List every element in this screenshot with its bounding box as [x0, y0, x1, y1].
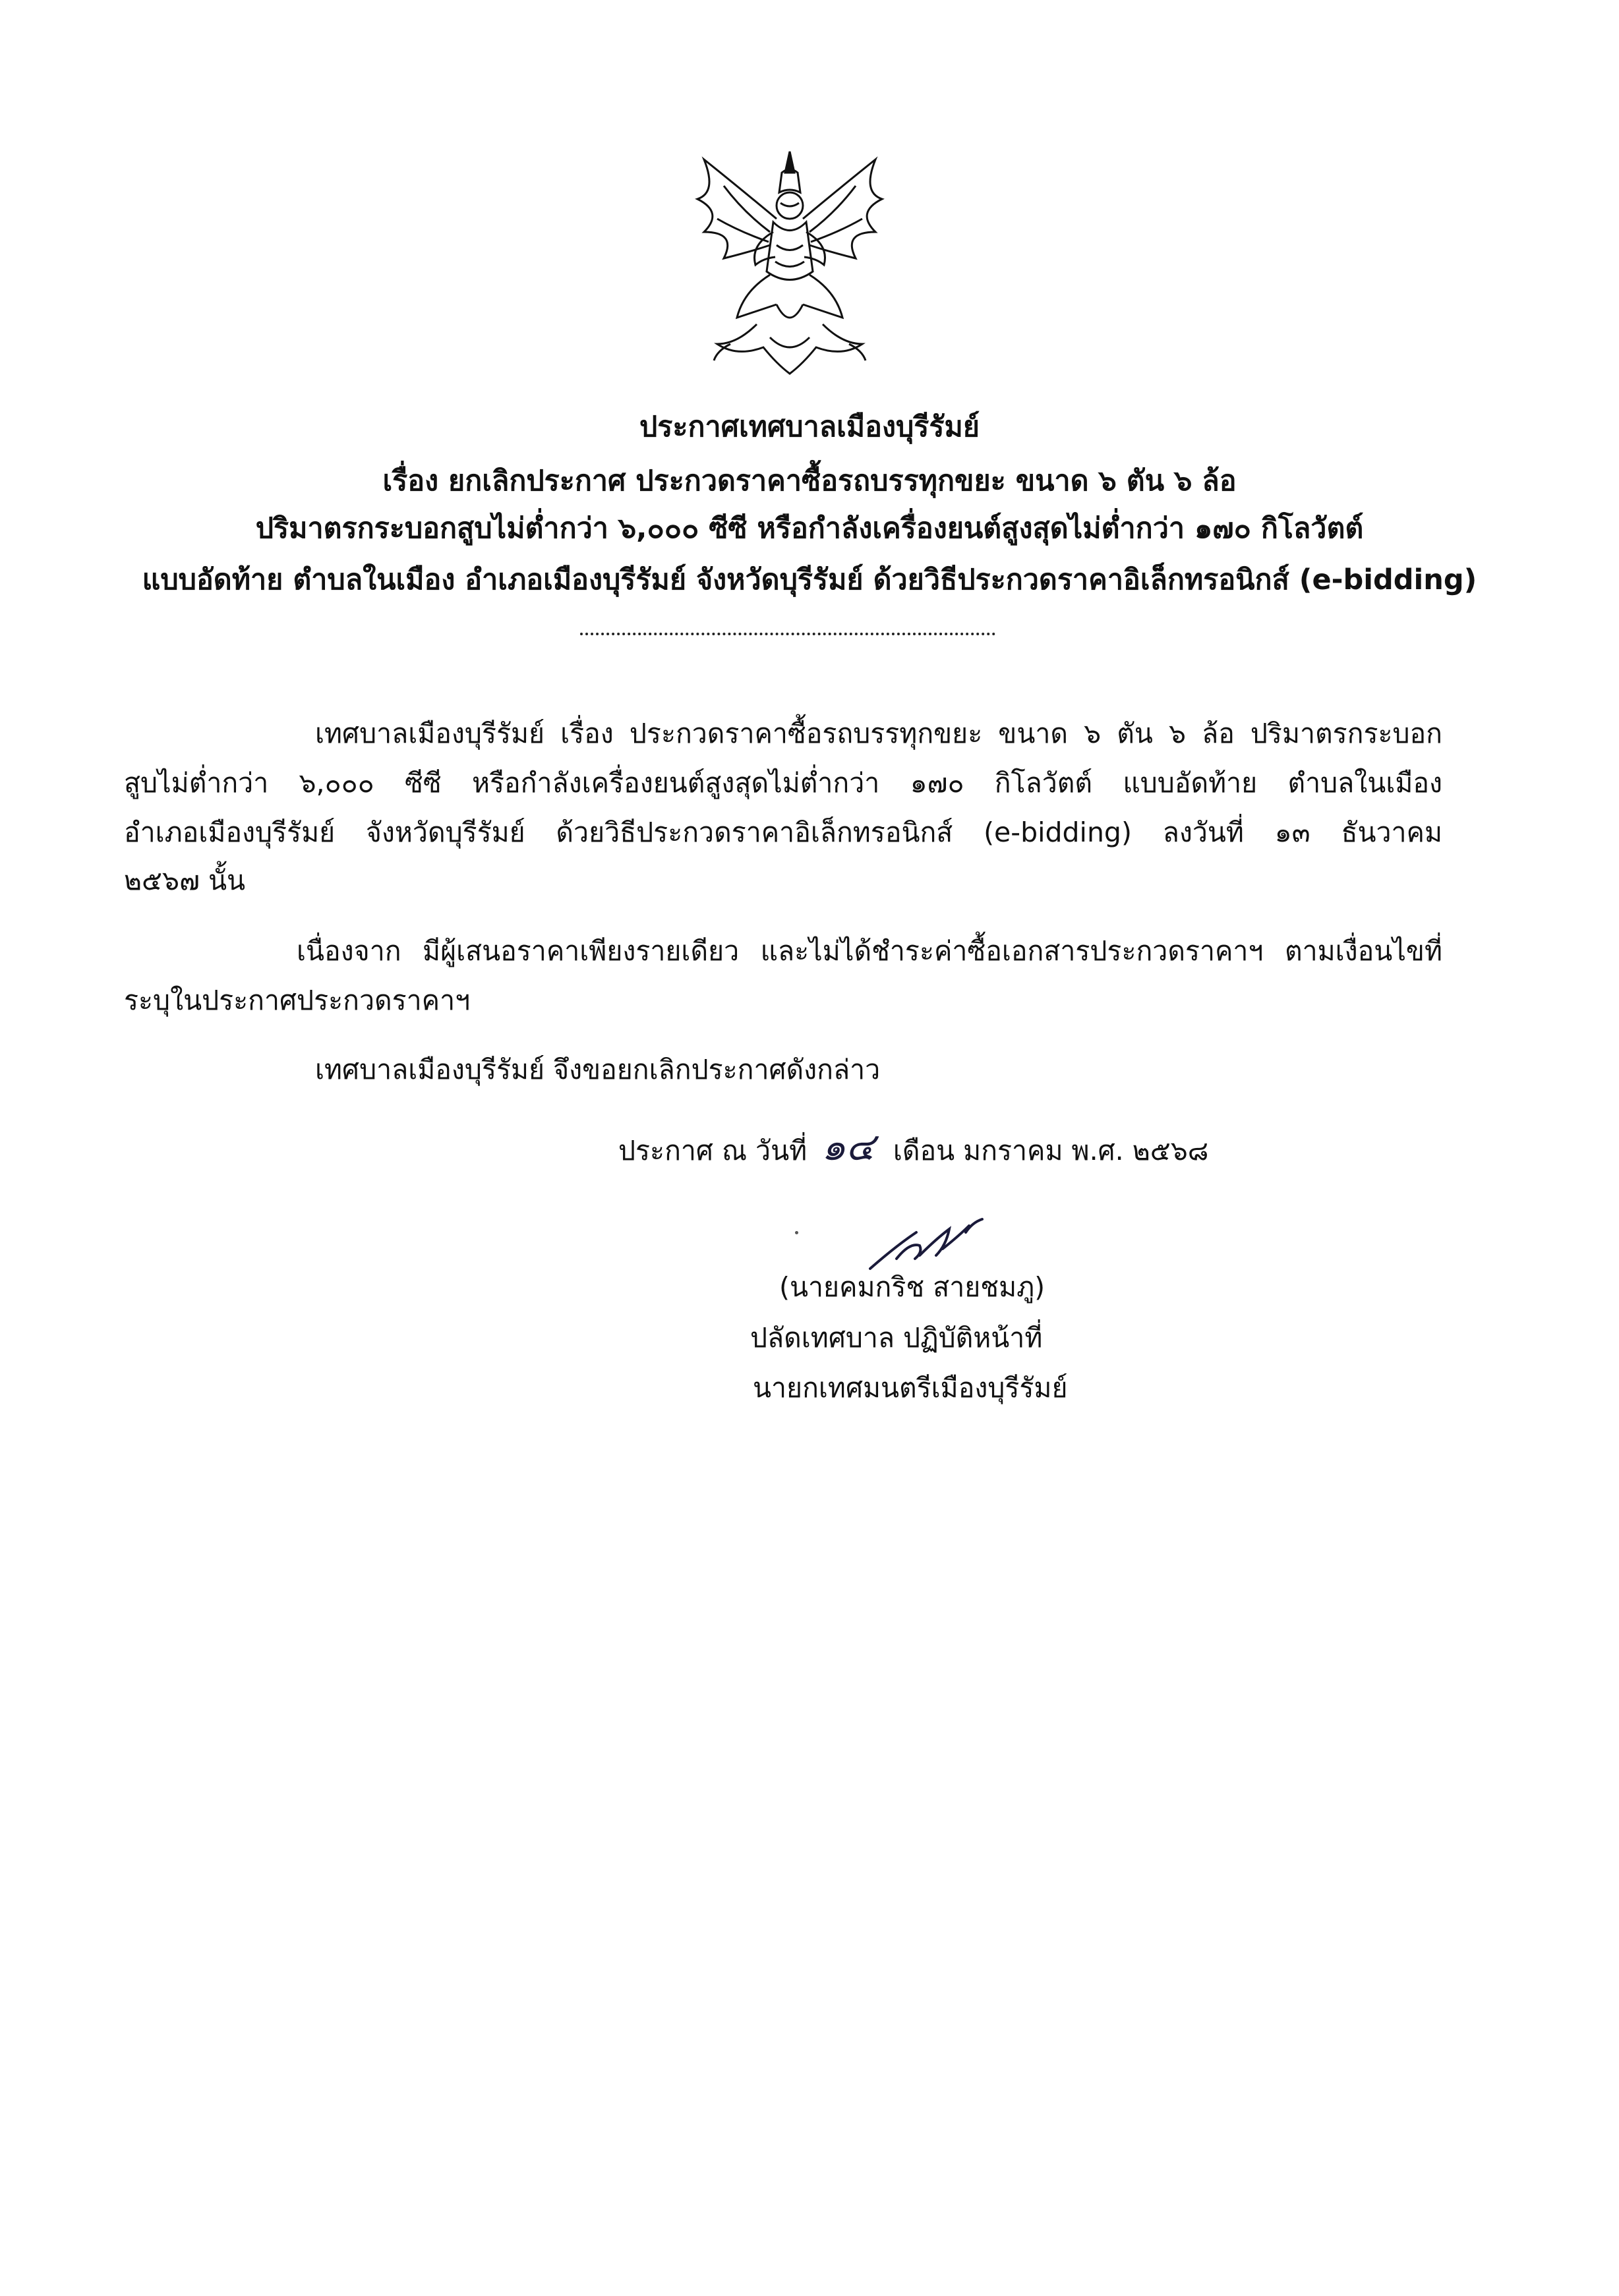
paragraph-3-line-1: เทศบาลเมืองบุรีรัมย์ จึงขอยกเลิกประกาศดังกล่าว — [315, 1054, 881, 1085]
announcement-subject-line-1: เรื่อง ยกเลิกประกาศ ประกวดราคาซื้อรถบรรทุกขยะ ขนาด ๖ ตัน ๖ ล้อ — [382, 465, 1237, 498]
garuda-emblem-icon — [678, 146, 902, 384]
date-suffix: เดือน มกราคม พ.ศ. ๒๕๖๘ — [893, 1135, 1209, 1166]
announcement-date — [618, 1124, 1209, 1169]
paragraph-1-line-4: ๒๕๖๗ นั้น — [124, 865, 245, 896]
signatory-name: (นายคมกริช สายชมภู) — [779, 1271, 1045, 1303]
announcement-subject-line-2: ปริมาตรกระบอกสูบไม่ต่ำกว่า ๖,๐๐๐ ซีซี หรือกำลังเครื่องยนต์สูงสุดไม่ต่ำกว่า ๑๗๐ กิโลวัตต์ — [255, 512, 1364, 545]
paragraph-2-line-2: ระบุในประกาศประกวดราคาฯ — [124, 985, 471, 1016]
date-day-handwritten: ๑๔ — [821, 1124, 875, 1169]
announcement-title: ประกาศเทศบาลเมืองบุรีรัมย์ — [639, 411, 980, 444]
paragraph-2-line-1: เนื่องจาก มีผู้เสนอราคาเพียงรายเดียว และไม่ได้ชำระค่าซื้อเอกสารประกวดราคาฯ ตามเงื่อนไขที่ — [297, 935, 1442, 967]
signatory-position-1: ปลัดเทศบาล ปฏิบัติหน้าที่ — [750, 1322, 1043, 1354]
announcement-subject-line-3: แบบอัดท้าย ตำบลในเมือง อำเภอเมืองบุรีรัมย์ จังหวัดบุรีรัมย์ ด้วยวิธีประกวดราคาอิเล็กทรอนิกส์ (e-bidding) — [142, 563, 1477, 596]
paragraph-1-line-2: สูบไม่ต่ำกว่า ๖,๐๐๐ ซีซี หรือกำลังเครื่องยนต์สูงสุดไม่ต่ำกว่า ๑๗๐ กิโลวัตต์ แบบอัดท้าย ตำบลในเมือง — [124, 767, 1442, 799]
dotted-separator — [580, 633, 995, 635]
date-prefix: ประกาศ ณ วันที่ — [618, 1135, 808, 1166]
ink-dot — [795, 1231, 798, 1234]
paragraph-1-line-3: อำเภอเมืองบุรีรัมย์ จังหวัดบุรีรัมย์ ด้วยวิธีประกวดราคาอิเล็กทรอนิกส์ (e-bidding) ลงวันที่ ๑๓ ธันวาคม — [124, 817, 1442, 848]
paragraph-1-line-1: เทศบาลเมืองบุรีรัมย์ เรื่อง ประกวดราคาซื้อรถบรรทุกขยะ ขนาด ๖ ตัน ๖ ล้อ ปริมาตรกระบอก — [315, 718, 1442, 749]
signatory-position-2: นายกเทศมนตรีเมืองบุรีรัมย์ — [753, 1372, 1068, 1404]
